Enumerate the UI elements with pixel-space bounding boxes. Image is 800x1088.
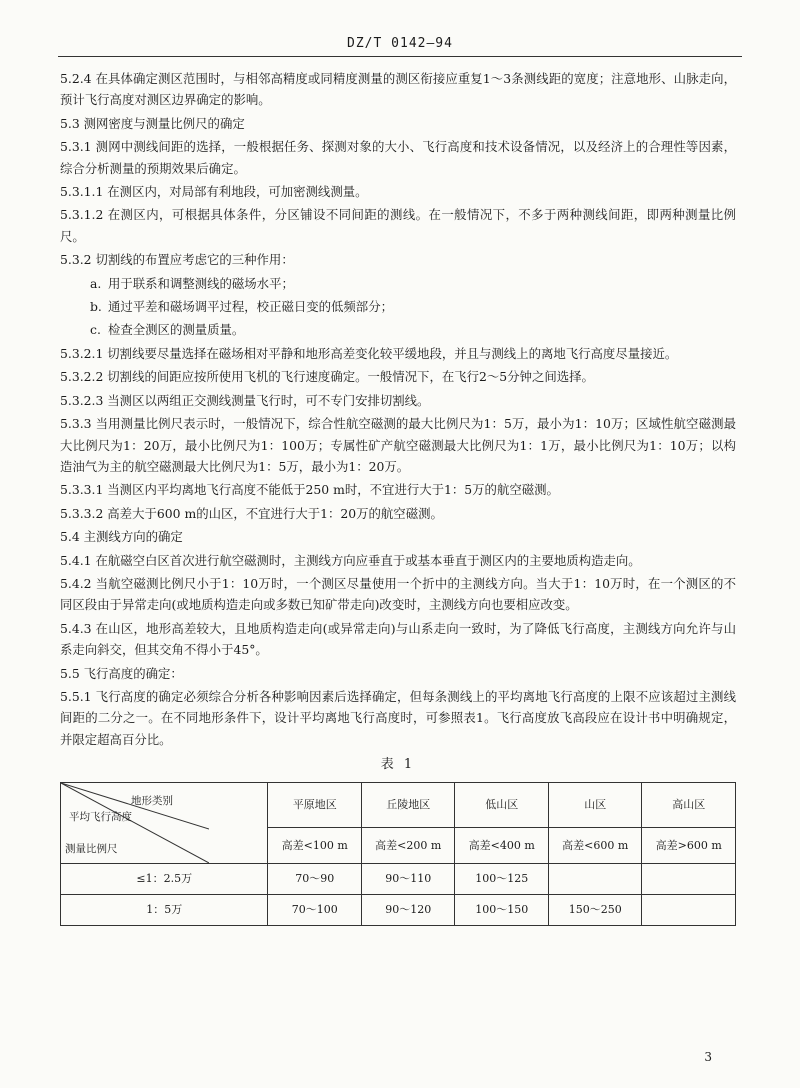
paragraph-5-3-2-3: 5.3.2.3 当测区以两组正交测线测量飞行时，可不专门安排切割线。 [60, 392, 430, 408]
table-caption: 表 1 [380, 757, 416, 773]
list-label: c. [90, 322, 101, 338]
table-column-header: 高山区 [642, 782, 736, 828]
flight-height-table [60, 782, 736, 926]
page-number: 3 [704, 1050, 712, 1064]
table-row-scale: 1：5万 [61, 894, 268, 925]
list-text: 用于联系和调整测线的磁场水平； [108, 275, 294, 291]
page-header: DZ/T 0142—94 [347, 36, 453, 51]
paragraph-5-4-2: 5.4.2 当航空磁测比例尺小于1：10万时，一个测区尽量使用一个折中的主测线方向。当大于1：10万时，在一个测区的不同区段由于异常走向(或地质构造走向或多数已知矿带走向)改变时，主测线方向也要相应改变。 [60, 575, 736, 613]
corner-label-terrain: 地形类别 [131, 794, 173, 807]
table-range-cell: 高差<100 m [268, 828, 362, 863]
header-rule [58, 56, 742, 57]
list-item-a [60, 273, 736, 294]
heading-5-3: 5.3 测网密度与测量比例尺的确定 [60, 115, 245, 131]
paragraph-5-4-3: 5.4.3 在山区，地形高差较大，且地质构造走向(或异常走向)与山系走向一致时，为了降低飞行高度，主测线方向允许与山系走向斜交，但其交角不得小于45°。 [60, 620, 736, 658]
table-cell: 70～90 [268, 863, 362, 894]
list-text: 检查全测区的测量质量。 [108, 322, 245, 338]
table-column-header: 山区 [548, 782, 642, 828]
table-header-row [61, 782, 736, 828]
list-item-c [60, 319, 736, 340]
paragraph-5-3-2-1: 5.3.2.1 切割线要尽量选择在磁场相对平静和地形高差变化较平缓地段，并且与测线上的离地飞行高度尽量接近。 [60, 345, 678, 361]
paragraph-5-3-3-1: 5.3.3.1 当测区内平均离地飞行高度不能低于250 m时，不宜进行大于1：5万的航空磁测。 [60, 482, 559, 498]
table-row [61, 894, 736, 925]
document-body [60, 68, 736, 926]
paragraph-5-3-1: 5.3.1 测网中测线间距的选择，一般根据任务、探测对象的大小、飞行高度和技术设备情况，以及经济上的合理性等因素，综合分析测量的预期效果后确定。 [60, 139, 736, 176]
diagonal-header [61, 783, 209, 863]
heading-5-4: 5.4 主测线方向的确定 [60, 529, 183, 545]
list-label: b. [90, 299, 102, 315]
table-cell: 90～120 [361, 894, 455, 925]
list-item-b [60, 296, 736, 317]
paragraph-5-3-3-2: 5.3.3.2 高差大于600 m的山区，不宜进行大于1：20万的航空磁测。 [60, 505, 443, 521]
table-row [61, 863, 736, 894]
table-cell [642, 894, 736, 925]
paragraph-5-2-4: 5.2.4 在具体确定测区范围时，与相邻高精度或同精度测量的测区衔接应重复1～3条测线距的宽度；注意地形、山脉走向，预计飞行高度对测区边界确定的影响。 [60, 71, 736, 108]
table-cell: 90～110 [361, 863, 455, 894]
paragraph-5-4-1: 5.4.1 在航磁空白区首次进行航空磁测时，主测线方向应垂直于或基本垂直于测区内的主要地质构造走向。 [60, 552, 641, 568]
paragraph-5-5-1: 5.5.1 飞行高度的确定必须综合分析各种影响因素后选择确定，但每条测线上的平均离地飞行高度的上限不应该超过主测线间距的二分之一。在不同地形条件下，设计平均离地飞行高度时，可参照表1。飞行高度放飞高段应在设计书中明确规定，并限定超高百分比。 [60, 688, 736, 747]
table-range-cell: 高差<400 m [455, 828, 549, 863]
table-row-scale: ≤1：2.5万 [61, 863, 268, 894]
paragraph-5-3-2-2: 5.3.2.2 切割线的间距应按所使用飞机的飞行速度确定。一般情况下，在飞行2～5分钟之间选择。 [60, 369, 594, 385]
paragraph-5-3-1-2: 5.3.1.2 在测区内，可根据具体条件，分区铺设不同间距的测线。在一般情况下，不多于两种测线间距，即两种测量比例尺。 [60, 207, 736, 244]
heading-5-5: 5.5 飞行高度的确定： [60, 665, 183, 681]
table-cell [548, 863, 642, 894]
table-cell [642, 863, 736, 894]
paragraph-5-3-3: 5.3.3 当用测量比例尺表示时，一般情况下，综合性航空磁测的最大比例尺为1：5万，最小为1：10万；区域性航空磁测最大比例尺为1：20万，最小比例尺为1：100万；专属性矿产航空磁测最大比例尺为1：1万，最小比例尺为1：10万；以构造油气为主的航空磁测最大比例尺为1：5万，最小为1：20万。 [60, 416, 736, 474]
table-range-cell: 高差<200 m [361, 828, 455, 863]
table-range-cell: 高差>600 m [642, 828, 736, 863]
table-cell: 100～125 [455, 863, 549, 894]
paragraph-5-3-2: 5.3.2 切割线的布置应考虑它的三种作用： [60, 252, 294, 268]
list-label: a. [90, 275, 102, 291]
corner-label-scale: 测量比例尺 [65, 842, 118, 855]
corner-label-height: 平均飞行高度 [69, 810, 132, 823]
table-cell: 70～100 [268, 894, 362, 925]
table-column-header: 平原地区 [268, 782, 362, 828]
paragraph-5-3-1-1: 5.3.1.1 在测区内，对局部有利地段，可加密测线测量。 [60, 184, 368, 200]
table-column-header: 丘陵地区 [361, 782, 455, 828]
table-corner-cell [61, 782, 268, 863]
table-cell: 150～250 [548, 894, 642, 925]
table-range-cell: 高差<600 m [548, 828, 642, 863]
table-column-header: 低山区 [455, 782, 549, 828]
table-cell: 100～150 [455, 894, 549, 925]
list-text: 通过平差和磁场调平过程，校正磁日变的低频部分； [108, 299, 393, 315]
